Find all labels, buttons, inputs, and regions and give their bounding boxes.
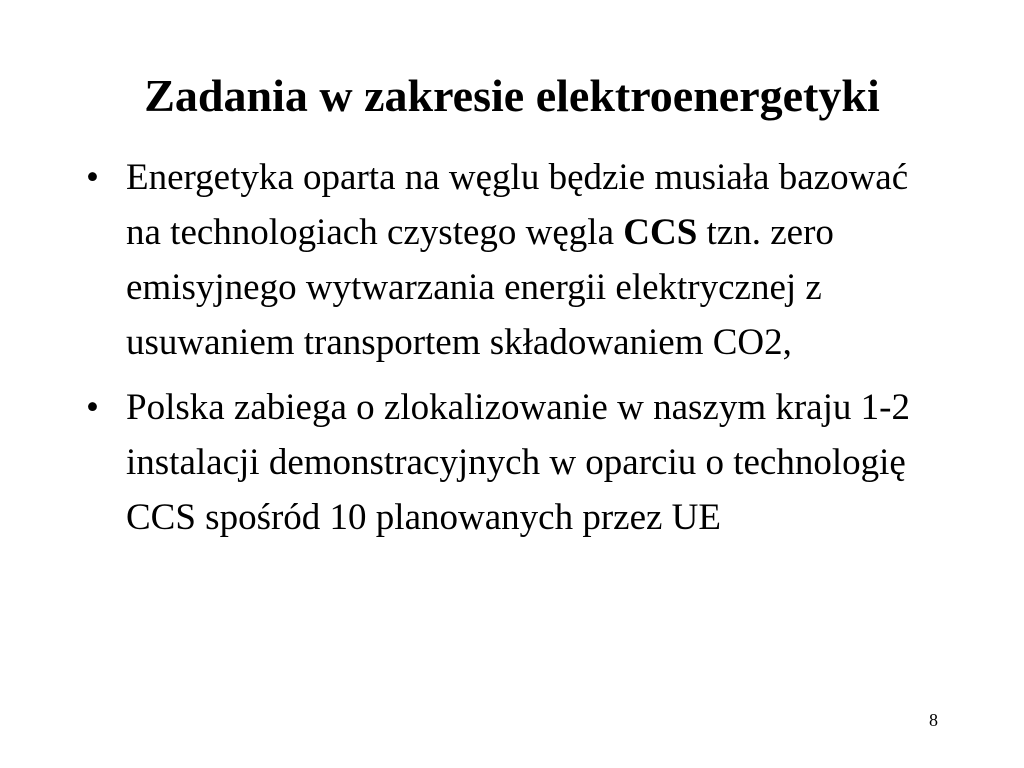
bullet-1-lead-text: Energetyka oparta na węglu będzie musiała bazować na technologiach czystego węgla bbox=[126, 157, 909, 253]
bullet-icon: • bbox=[86, 157, 99, 198]
page-number: 8 bbox=[929, 710, 938, 730]
bullet-icon: • bbox=[86, 387, 99, 428]
slide-title: Zadania w zakresie elektroenergetyki bbox=[144, 70, 880, 121]
bullet-list bbox=[80, 150, 940, 555]
bullet-1-bold-text: CCS bbox=[623, 212, 698, 253]
bullet-item-2 bbox=[80, 380, 940, 545]
bullet-2-text: Polska zabiega o zlokalizowanie w naszym kraju 1-2 instalacji demonstracyjnych w oparciu o technologię CCS spośród 10 planowanych przez UE bbox=[126, 387, 910, 538]
bullet-item-1 bbox=[80, 150, 940, 370]
bullet-1-trail-text: tzn. zero emisyjnego wytwarzania energii elektrycznej z usuwaniem transportem składowaniem CO2, bbox=[126, 212, 834, 363]
